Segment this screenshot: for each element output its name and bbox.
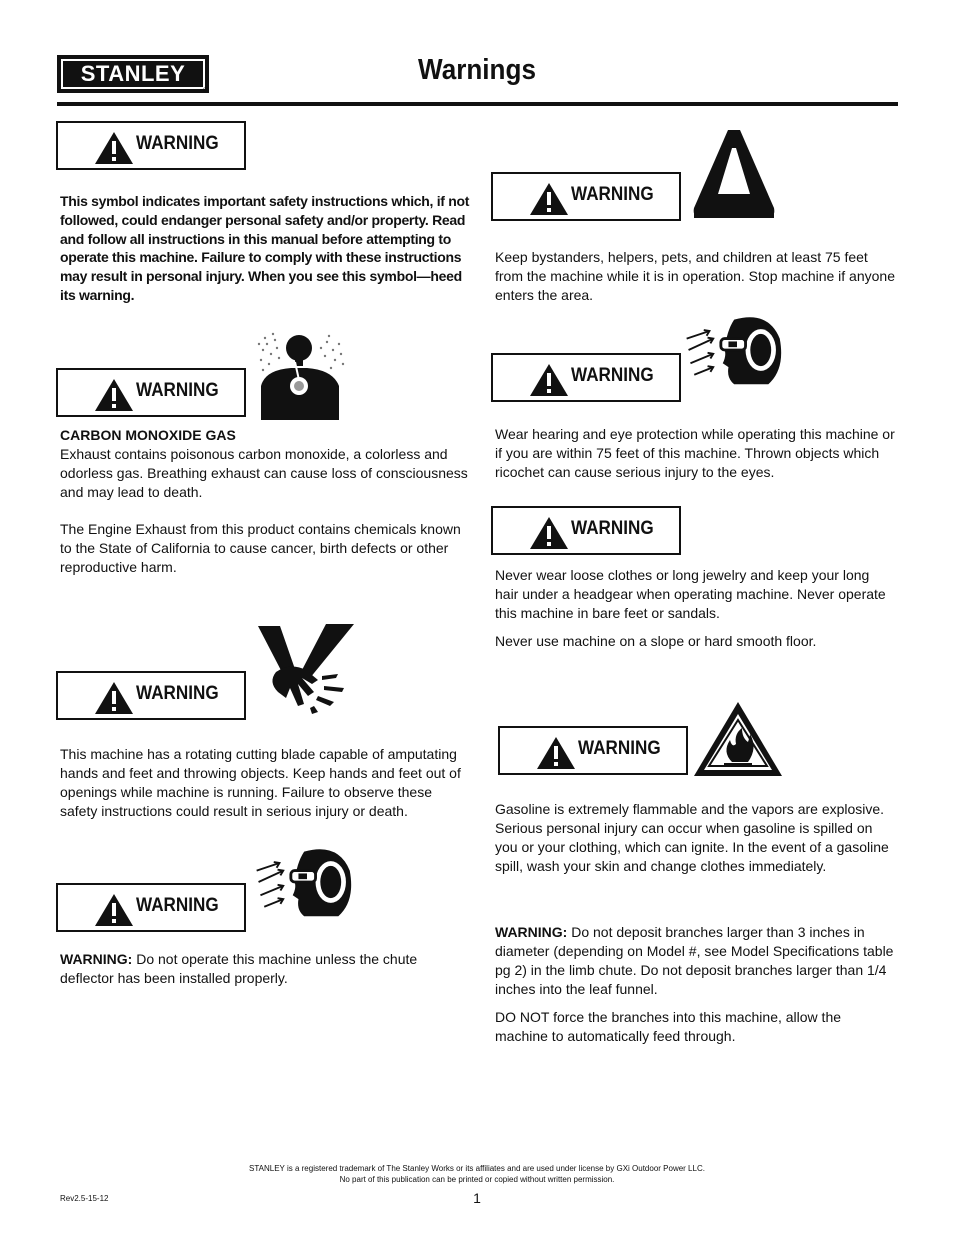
- warning-box: [56, 121, 246, 170]
- warning-box: [56, 368, 246, 417]
- intro-text: This symbol indicates important safety instructions which, if not followed, could endanger personal safety and/or property. Read and follow all instructions in this manual before attempting to operate this machine. Failure to comply with these instructions may result in personal injury. When you see this symbol—heed its warning.: [60, 193, 470, 303]
- protection-text: Wear hearing and eye protection while operating this machine or if you are within 75 feet of this machine. Thrown objects which ricochet can cause serious injury to the eyes.: [495, 426, 895, 480]
- warning-box: [491, 506, 681, 555]
- warning-triangle-icon: [529, 182, 569, 216]
- warning-label: WARNING: [136, 895, 219, 916]
- warning-label: WARNING: [571, 518, 654, 539]
- branches-section: [495, 923, 895, 1055]
- warning-label: WARNING: [571, 365, 654, 386]
- hand-blade-icon: [256, 622, 356, 714]
- warning-label: WARNING: [578, 738, 661, 759]
- co-heading: CARBON MONOXIDE GAS: [60, 427, 236, 443]
- footer-legal: [0, 1163, 954, 1185]
- deflector-warning-prefix: WARNING:: [60, 951, 133, 967]
- header-rule: [57, 102, 898, 106]
- co-section: [60, 426, 472, 586]
- warning-triangle-icon: [94, 131, 134, 165]
- flammable-icon: [692, 700, 784, 780]
- warning-box: [491, 353, 681, 402]
- clothes-text: Never wear loose clothes or long jewelry and keep your long hair under a headgear when operating machine. Never operate this machine in bare feet or sandals.: [495, 567, 886, 621]
- page-title: Warnings: [418, 54, 536, 86]
- blade-text: This machine has a rotating cutting blade capable of amputating hands and feet and throwing objects. Keep hands and feet out of openings while machine is running. Failure to observe these safety instructions could result in serious injury or death.: [60, 746, 461, 819]
- warning-label: WARNING: [136, 133, 219, 154]
- warning-triangle-icon: [94, 378, 134, 412]
- warning-triangle-icon: [529, 363, 569, 397]
- warning-triangle-icon: [94, 893, 134, 927]
- warning-box: [498, 726, 688, 775]
- warning-triangle-icon: [94, 681, 134, 715]
- deflector-body: Do not operate this machine unless the chute deflector has been installed properly.: [60, 951, 418, 986]
- registered-mark: ®: [203, 86, 209, 95]
- warning-triangle-icon: [529, 516, 569, 550]
- warning-box: [56, 883, 246, 932]
- slope-text: Never use machine on a slope or hard smooth floor.: [495, 633, 817, 649]
- eye-ear-protection-icon: [684, 312, 790, 388]
- warning-label: WARNING: [136, 380, 219, 401]
- brand-name: STANLEY: [80, 61, 186, 86]
- warning-triangle-icon: [536, 736, 576, 770]
- deflector-text: [60, 950, 472, 988]
- eye-ear-protection-icon: [254, 844, 360, 920]
- clothes-section: [495, 566, 895, 660]
- warning-label: WARNING: [571, 184, 654, 205]
- page-number: 1: [473, 1190, 481, 1206]
- bystanders-text: Keep bystanders, helpers, pets, and children at least 75 feet from the machine while it is in operation. Stop machine if anyone enters the area.: [495, 249, 895, 303]
- footer-copyright: No part of this publication can be printed or copied without written permission.: [339, 1175, 615, 1184]
- branches-text: Do not deposit branches larger than 3 inches in diameter (depending on Model #, see Model Specifications table pg 2) in the limb chute. Do not deposit branches larger than 1/4 inches into the leaf funnel.: [495, 924, 894, 997]
- cone-icon: [692, 128, 776, 222]
- gasoline-text: Gasoline is extremely flammable and the vapors are explosive. Serious personal injury can occur when gasoline is spilled on you or your clothing, which can ignite. In the event of a gasoline spill, wash your skin and change clothes immediately.: [495, 801, 889, 874]
- revision-code: Rev2.5-15-12: [60, 1194, 109, 1203]
- branches-warning-prefix: WARNING:: [495, 924, 568, 940]
- co-text: Exhaust contains poisonous carbon monoxide, a colorless and odorless gas. Breathing exhaust can cause loss of consciousness and may lead to death.: [60, 446, 468, 500]
- california-text: The Engine Exhaust from this product contains chemicals known to the State of California to cause cancer, birth defects or other reproductive harm.: [60, 521, 461, 575]
- force-text: DO NOT force the branches into this machine, allow the machine to automatically feed through.: [495, 1009, 842, 1044]
- footer-trademark: STANLEY is a registered trademark of The Stanley Works or its affiliates and are used under license by GXi Outdoor Power LLC.: [249, 1164, 705, 1173]
- warning-label: WARNING: [136, 683, 219, 704]
- co-gas-icon: [255, 330, 347, 420]
- warning-box: [56, 671, 246, 720]
- warning-box: [491, 172, 681, 221]
